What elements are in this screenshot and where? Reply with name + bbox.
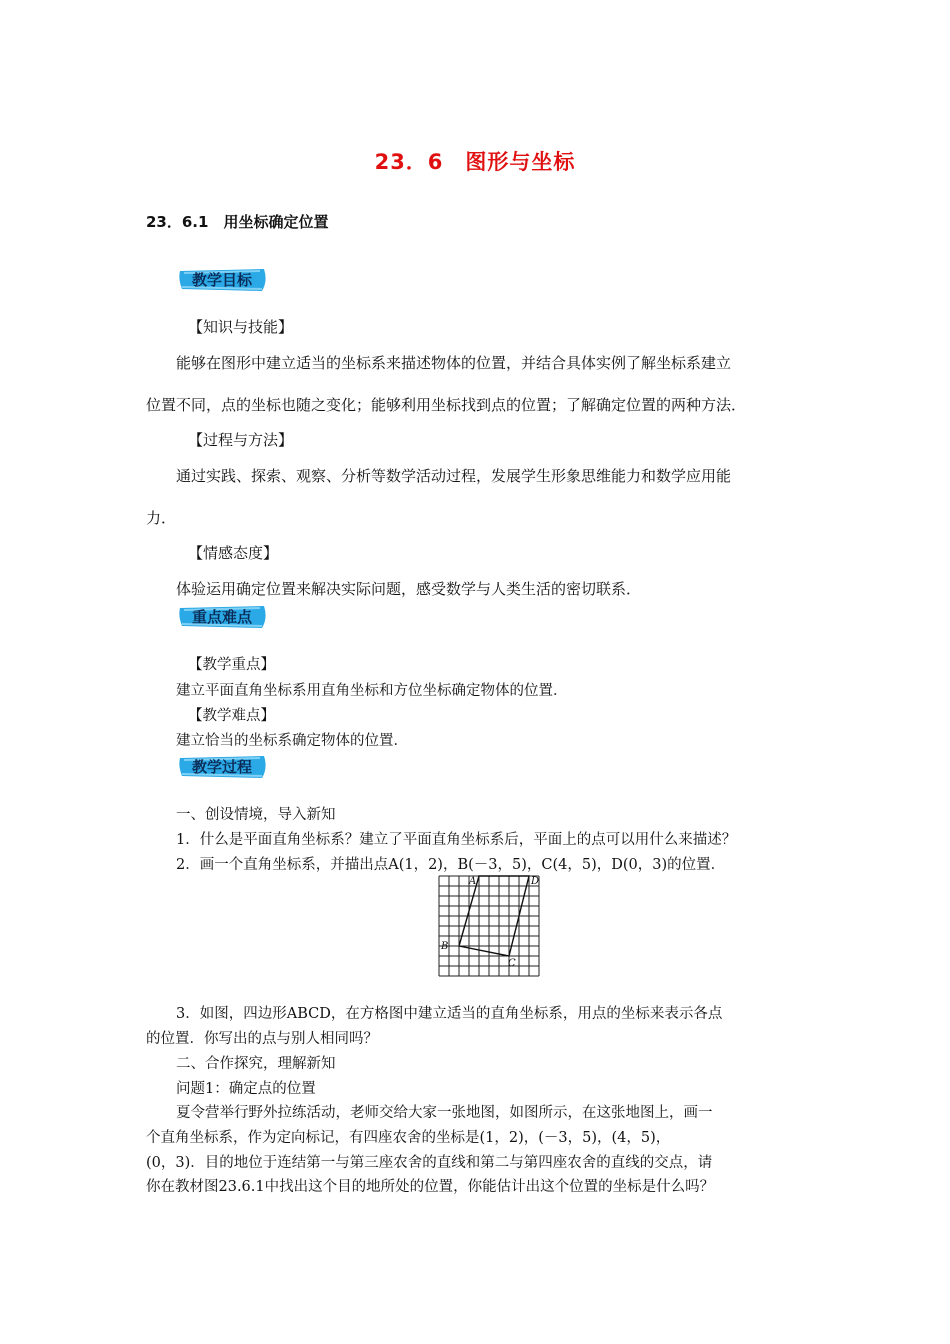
objectives-heading-knowledge: 【知识与技能】 <box>188 318 294 336</box>
process-badge-label: 教学过程 <box>191 758 252 776</box>
key-points-heading-focus: 【教学重点】 <box>188 657 275 673</box>
quadrilateral-grid-figure <box>436 870 548 984</box>
process-question-2: 2．画一个直角坐标系，并描出点A(1，2)，B(－3，5)，C(4，5)，D(0，3)的位置． <box>176 857 726 873</box>
key-points-badge-label: 重点难点 <box>191 608 252 626</box>
objectives-badge <box>176 265 268 293</box>
process-section-1: 一、创设情境，导入新知 <box>176 807 336 823</box>
process-badge <box>176 752 268 780</box>
objectives-paragraph-2b: 力． <box>146 509 177 527</box>
process-question-1: 1．什么是平面直角坐标系？建立了平面直角坐标系后，平面上的点可以用什么来描述？ <box>176 832 737 848</box>
objectives-heading-attitude: 【情感态度】 <box>188 544 279 562</box>
point-label-d: D <box>531 876 540 887</box>
process-problem-1: 问题1：确定点的位置 <box>176 1081 316 1097</box>
point-label-b: B <box>441 941 449 952</box>
process-paragraph-3: (0，3)．目的地位于连结第一与第三座农舍的直线和第二与第四座农舍的直线的交点，请 <box>146 1155 713 1171</box>
objectives-heading-process: 【过程与方法】 <box>188 431 294 449</box>
objectives-paragraph-1b: 位置不同，点的坐标也随之变化；能够利用坐标找到点的位置；了解确定位置的两种方法． <box>146 396 747 414</box>
key-points-paragraph-1: 建立平面直角坐标系用直角坐标和方位坐标确定物体的位置． <box>176 683 568 699</box>
objectives-paragraph-3: 体验运用确定位置来解决实际问题，感受数学与人类生活的密切联系． <box>176 580 642 598</box>
objectives-paragraph-1a: 能够在图形中建立适当的坐标系来描述物体的位置，并结合具体实例了解坐标系建立 <box>176 354 732 372</box>
process-paragraph-1: 夏令营举行野外拉练活动，老师交给大家一张地图，如图所示，在这张地图上，画一 <box>176 1105 713 1121</box>
process-paragraph-2: 个直角坐标系，作为定向标记，有四座农舍的坐标是(1，2)，(－3，5)，(4，5)， <box>146 1130 671 1146</box>
process-paragraph-4: 你在教材图23.6.1中找出这个目的地所处的位置，你能估计出这个位置的坐标是什么吗？ <box>146 1179 715 1195</box>
point-label-c: C <box>508 958 516 969</box>
key-points-badge <box>176 602 268 630</box>
objectives-badge-label: 教学目标 <box>191 271 252 289</box>
key-points-heading-difficulty: 【教学难点】 <box>188 708 275 724</box>
grid-lines <box>439 876 539 976</box>
objectives-paragraph-2a: 通过实践、探索、观察、分析等数学活动过程，发展学生形象思维能力和数学应用能 <box>176 467 732 485</box>
process-question-3b: 的位置．你写出的点与别人相同吗？ <box>146 1031 378 1047</box>
page-title: 23．6 图形与坐标 <box>374 150 576 174</box>
key-points-paragraph-2: 建立恰当的坐标系确定物体的位置． <box>176 733 408 749</box>
process-section-2: 二、合作探究，理解新知 <box>176 1056 336 1072</box>
process-question-3a: 3．如图，四边形ABCD，在方格图中建立适当的直角坐标系，用点的坐标来表示各点 <box>176 1006 723 1022</box>
point-label-a: A <box>469 876 477 887</box>
section-subtitle: 23．6.1 用坐标确定位置 <box>146 213 329 231</box>
